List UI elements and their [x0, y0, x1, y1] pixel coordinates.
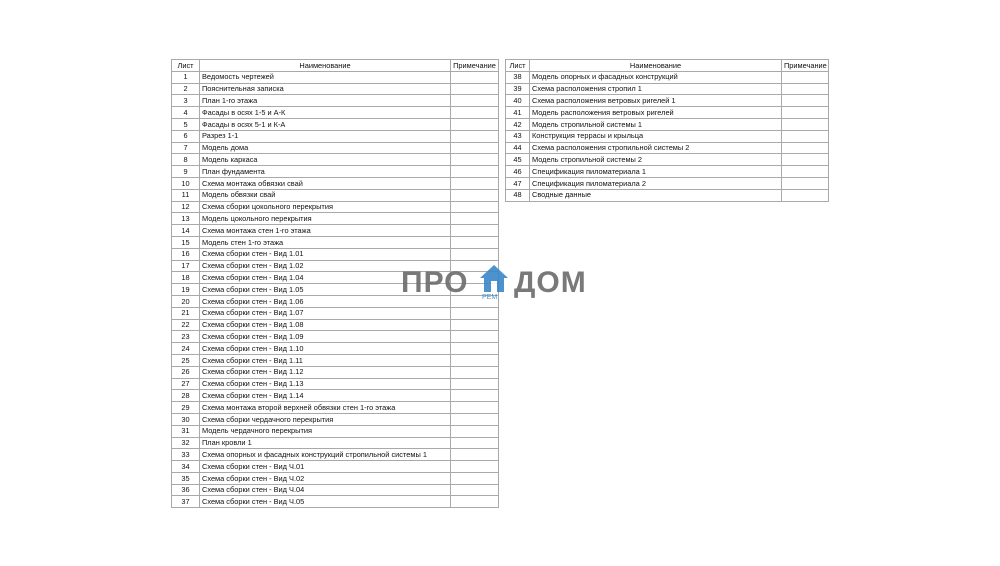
sheet-note: [451, 472, 499, 484]
sheet-name: Модель цокольного перекрытия: [200, 213, 451, 225]
header-note: Примечание: [451, 60, 499, 72]
sheet-name: Схема сборки стен - Вид Ч.02: [200, 472, 451, 484]
sheet-number: 23: [172, 331, 200, 343]
sheet-note: [451, 142, 499, 154]
sheet-number: 33: [172, 449, 200, 461]
table-row: [172, 154, 499, 166]
sheet-note: [451, 484, 499, 496]
table-row: [172, 378, 499, 390]
sheet-number: 7: [172, 142, 200, 154]
sheet-note: [451, 461, 499, 473]
sheet-note: [782, 177, 829, 189]
sheet-name: Фасады в осях 1-5 и А-К: [200, 107, 451, 119]
sheet-name: Схема сборки стен - Вид 1.07: [200, 307, 451, 319]
sheet-note: [782, 166, 829, 178]
sheet-number: 41: [506, 107, 530, 119]
watermark-logo: [398, 261, 603, 303]
sheet-note: [451, 236, 499, 248]
sheet-note: [451, 225, 499, 237]
sheet-note: [451, 107, 499, 119]
sheet-note: [451, 496, 499, 508]
table-row: [172, 390, 499, 402]
sheet-note: [782, 130, 829, 142]
table-row: [506, 130, 829, 142]
header-sheet: Лист: [506, 60, 530, 72]
table-row: [506, 177, 829, 189]
sheet-name: Схема сборки стен - Вид 1.11: [200, 354, 451, 366]
table-row: [172, 484, 499, 496]
table-row: [506, 189, 829, 201]
sheet-note: [782, 107, 829, 119]
table-row: [172, 413, 499, 425]
sheet-number: 42: [506, 118, 530, 130]
watermark-text-left: ПРО: [401, 266, 469, 299]
table-row: [172, 225, 499, 237]
sheet-name: Схема расположения стропильной системы 2: [530, 142, 782, 154]
table-row: [172, 130, 499, 142]
sheet-number: 14: [172, 225, 200, 237]
sheet-number: 46: [506, 166, 530, 178]
table-row: [172, 449, 499, 461]
sheet-name: План 1-го этажа: [200, 95, 451, 107]
table-row: [172, 472, 499, 484]
sheet-note: [782, 95, 829, 107]
sheet-number: 38: [506, 71, 530, 83]
sheet-name: Схема опорных и фасадных конструкций стропильной системы 1: [200, 449, 451, 461]
sheet-note: [451, 118, 499, 130]
sheet-note: [451, 166, 499, 178]
table-row: [172, 343, 499, 355]
table-row: [172, 213, 499, 225]
table-row: [172, 354, 499, 366]
sheet-note: [782, 118, 829, 130]
sheet-number: 1: [172, 71, 200, 83]
table-row: [506, 95, 829, 107]
sheet-name: Схема сборки стен - Вид 1.09: [200, 331, 451, 343]
table-header-row: [506, 60, 829, 72]
sheet-number: 48: [506, 189, 530, 201]
sheet-number: 6: [172, 130, 200, 142]
sheet-number: 30: [172, 413, 200, 425]
drawings-list-table-right: [505, 59, 829, 202]
sheet-name: Схема сборки стен - Вид 1.01: [200, 248, 451, 260]
sheet-number: 5: [172, 118, 200, 130]
table-row: [506, 166, 829, 178]
sheet-number: 35: [172, 472, 200, 484]
sheet-number: 19: [172, 284, 200, 296]
sheet-note: [451, 354, 499, 366]
sheet-note: [782, 189, 829, 201]
sheet-number: 4: [172, 107, 200, 119]
sheet-number: 27: [172, 378, 200, 390]
sheet-note: [451, 201, 499, 213]
table-row: [172, 107, 499, 119]
sheet-name: Схема сборки стен - Вид 1.04: [200, 272, 451, 284]
table-row: [172, 201, 499, 213]
table-row: [172, 437, 499, 449]
sheet-note: [451, 413, 499, 425]
table-row: [506, 118, 829, 130]
sheet-number: 29: [172, 402, 200, 414]
sheet-name: Модель чердачного перекрытия: [200, 425, 451, 437]
table-body-right: [506, 71, 829, 201]
header-name: Наименование: [530, 60, 782, 72]
sheet-note: [451, 390, 499, 402]
sheet-name: Модель обвязки свай: [200, 189, 451, 201]
sheet-number: 28: [172, 390, 200, 402]
sheet-note: [782, 142, 829, 154]
sheet-note: [451, 449, 499, 461]
sheet-note: [451, 83, 499, 95]
sheet-name: Ведомость чертежей: [200, 71, 451, 83]
sheet-name: Схема сборки стен - Вид Ч.04: [200, 484, 451, 496]
sheet-number: 8: [172, 154, 200, 166]
table-row: [172, 118, 499, 130]
sheet-number: 45: [506, 154, 530, 166]
sheet-name: Схема сборки стен - Вид 1.08: [200, 319, 451, 331]
sheet-name: Схема сборки стен - Вид 1.13: [200, 378, 451, 390]
table-row: [172, 83, 499, 95]
table-row: [172, 166, 499, 178]
header-note: Примечание: [782, 60, 829, 72]
sheet-name: Схема сборки цокольного перекрытия: [200, 201, 451, 213]
table-row: [172, 189, 499, 201]
table-row: [172, 331, 499, 343]
table-row: [172, 71, 499, 83]
sheet-note: [451, 425, 499, 437]
watermark-text-right: ДОМ: [514, 266, 587, 299]
table-row: [506, 71, 829, 83]
sheet-name: Схема монтажа второй верхней обвязки стен 1-го этажа: [200, 402, 451, 414]
sheet-number: 9: [172, 166, 200, 178]
sheet-note: [782, 71, 829, 83]
sheet-number: 24: [172, 343, 200, 355]
sheet-note: [451, 71, 499, 83]
sheet-name: Спецификация пиломатериала 1: [530, 166, 782, 178]
sheet-name: Схема расположения стропил 1: [530, 83, 782, 95]
sheet-number: 12: [172, 201, 200, 213]
sheet-name: Модель расположения ветровых ригелей: [530, 107, 782, 119]
table-row: [506, 142, 829, 154]
sheet-number: 10: [172, 177, 200, 189]
table-row: [172, 142, 499, 154]
sheet-number: 21: [172, 307, 200, 319]
sheet-note: [451, 343, 499, 355]
sheet-number: 43: [506, 130, 530, 142]
sheet-note: [451, 177, 499, 189]
table-row: [172, 319, 499, 331]
table-row: [172, 177, 499, 189]
sheet-number: 32: [172, 437, 200, 449]
table-row: [172, 461, 499, 473]
table-row: [172, 402, 499, 414]
sheet-number: 17: [172, 260, 200, 272]
sheet-name: Сводные данные: [530, 189, 782, 201]
table-row: [172, 248, 499, 260]
sheet-name: Схема сборки стен - Вид Ч.05: [200, 496, 451, 508]
sheet-note: [451, 248, 499, 260]
sheet-name: Модель дома: [200, 142, 451, 154]
sheet-note: [451, 402, 499, 414]
table-row: [506, 83, 829, 95]
sheet-number: 15: [172, 236, 200, 248]
sheet-name: Схема сборки стен - Вид 1.06: [200, 295, 451, 307]
sheet-name: Схема сборки стен - Вид 1.10: [200, 343, 451, 355]
sheet-note: [451, 331, 499, 343]
table-row: [506, 154, 829, 166]
sheet-note: [451, 378, 499, 390]
sheet-name: Модель каркаса: [200, 154, 451, 166]
sheet-number: 26: [172, 366, 200, 378]
house-icon: [478, 263, 510, 295]
table-row: [172, 95, 499, 107]
sheet-note: [451, 213, 499, 225]
table-row: [172, 366, 499, 378]
header-name: Наименование: [200, 60, 451, 72]
table-header-row: [172, 60, 499, 72]
sheet-name: План кровли 1: [200, 437, 451, 449]
table-row: [172, 307, 499, 319]
table-row: [506, 107, 829, 119]
sheet-note: [782, 154, 829, 166]
sheet-number: 20: [172, 295, 200, 307]
sheet-number: 31: [172, 425, 200, 437]
sheet-note: [451, 307, 499, 319]
sheet-name: Конструкция террасы и крыльца: [530, 130, 782, 142]
sheet-name: Модель стропильной системы 1: [530, 118, 782, 130]
sheet-note: [451, 130, 499, 142]
sheet-name: План фундамента: [200, 166, 451, 178]
sheet-name: Спецификация пиломатериала 2: [530, 177, 782, 189]
sheet-name: Разрез 1-1: [200, 130, 451, 142]
sheet-name: Схема сборки чердачного перекрытия: [200, 413, 451, 425]
sheet-name: Модель стен 1-го этажа: [200, 236, 451, 248]
sheet-number: 22: [172, 319, 200, 331]
sheet-name: Схема расположения ветровых ригелей 1: [530, 95, 782, 107]
sheet-number: 34: [172, 461, 200, 473]
sheet-name: Модель стропильной системы 2: [530, 154, 782, 166]
sheet-number: 25: [172, 354, 200, 366]
sheet-name: Модель опорных и фасадных конструкций: [530, 71, 782, 83]
sheet-number: 3: [172, 95, 200, 107]
sheet-name: Схема монтажа стен 1-го этажа: [200, 225, 451, 237]
table-row: [172, 496, 499, 508]
table-row: [172, 425, 499, 437]
sheet-number: 39: [506, 83, 530, 95]
sheet-note: [451, 366, 499, 378]
sheet-number: 44: [506, 142, 530, 154]
sheet-note: [451, 95, 499, 107]
sheet-name: Схема сборки стен - Вид 1.05: [200, 284, 451, 296]
sheet-note: [451, 437, 499, 449]
sheet-name: Схема сборки стен - Вид 1.14: [200, 390, 451, 402]
watermark-subtext: РЕМ: [482, 294, 498, 301]
header-sheet: Лист: [172, 60, 200, 72]
sheet-name: Схема сборки стен - Вид 1.12: [200, 366, 451, 378]
sheet-note: [451, 319, 499, 331]
sheet-number: 18: [172, 272, 200, 284]
sheet-name: Фасады в осях 5-1 и К-А: [200, 118, 451, 130]
sheet-number: 37: [172, 496, 200, 508]
sheet-number: 16: [172, 248, 200, 260]
sheet-number: 13: [172, 213, 200, 225]
sheet-number: 47: [506, 177, 530, 189]
sheet-number: 11: [172, 189, 200, 201]
sheet-number: 36: [172, 484, 200, 496]
sheet-note: [451, 154, 499, 166]
sheet-note: [782, 83, 829, 95]
sheet-name: Схема сборки стен - Вид 1.02: [200, 260, 451, 272]
table-row: [172, 236, 499, 248]
sheet-number: 40: [506, 95, 530, 107]
sheet-name: Схема монтажа обвязки свай: [200, 177, 451, 189]
sheet-name: Схема сборки стен - Вид Ч.01: [200, 461, 451, 473]
sheet-name: Пояснительная записка: [200, 83, 451, 95]
sheet-note: [451, 189, 499, 201]
sheet-number: 2: [172, 83, 200, 95]
